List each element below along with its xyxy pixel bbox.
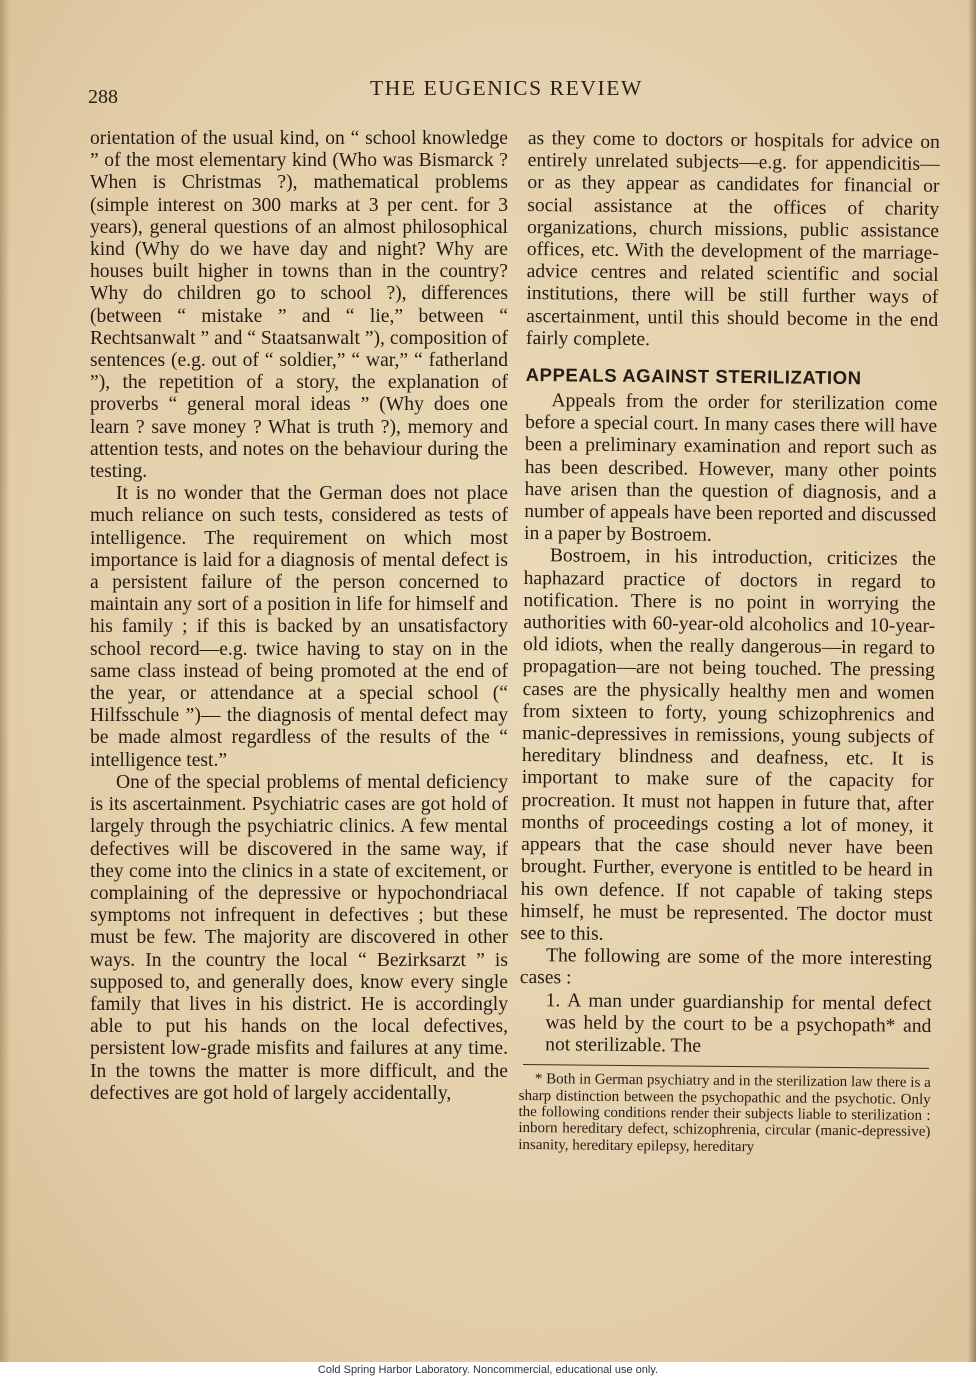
- left-column: [90, 128, 508, 1105]
- footnote-rule: [523, 1064, 929, 1069]
- credit-line: Cold Spring Harbor Laboratory. Noncommercial, educational use only.: [317, 1364, 659, 1376]
- case-item: [519, 989, 932, 1060]
- section-heading: APPEALS AGAINST STERILIZATION: [525, 364, 862, 389]
- paragraph: orientation of the usual kind, on “ school knowledge ” of the most elementary kind (Who was Bismarck ? When is Christmas ?), mathematical problems (simple interest on 300 marks at 3 per cent. for 3 years), general questions of an almost philosophical kind (Why do we have day and night? Why are houses built higher in towns than in the country? Why do children go to school ?), differences (between “ mistake ” and “ lie,” between “ Rechtsanwalt ” and “ Staatsanwalt ”), composition of sentences (e.g. out of “ soldier,” “ war,” “ fatherland ”), the repetition of a story, the explanation of proverbs “ general moral ideas ” (Why does one learn ? save money ? What is truth ?), memory and attention tests, and notes on the behaviour during the testing.: [90, 128, 508, 483]
- paragraph: The following are some of the more interesting cases :: [519, 945, 933, 989]
- page-header: [88, 76, 938, 110]
- footnote: * Both in German psychiatry and in the sterilization law there is a sharp distinction between the psychopathic and the psychotic. Only the following conditions render their subjects liable to sterilization : inborn hereditary defect, schizophrenia, circular (manic-depressive) insanity, hereditary epilepsy, hereditary: [518, 1071, 931, 1155]
- case-text: A man under guardianship for mental defect was held by the court to be a psychopath* and not sterilizable. The: [545, 989, 932, 1057]
- paragraph: It is no wonder that the German does not place much reliance on such tests, considered as tests of intelligence. The requirement on which most importance is laid for a diagnosis of mental defect is a persistent failure of the person concerned to maintain any sort of a position in life for himself and his family ; if this is backed by an unsatisfactory school record—e.g. twice having to stay on in the same class instead of being promoted at the end of the year, or attendance at a special school (“ Hilfsschule ”)— the diagnosis of mental defect may be made almost regardless of the results of the “ intelligence test.”: [90, 483, 508, 771]
- page-number: 288: [88, 86, 118, 108]
- case-number: 1.: [545, 989, 561, 1011]
- paragraph: Appeals from the order for sterilization come before a special court. In many cases there will have been a preliminary examination and report such as has been described. However, many other points have arisen than the question of diagnosis, and a number of appeals have been reported and discussed in a paper by Bostroem.: [524, 390, 938, 547]
- paragraph: as they come to doctors or hospitals for advice on entirely unrelated subjects—e.g. for appendicitis—or as they appear as candidates for financial or social assistance at the offices of charity organizations, church missions, public assistance offices, etc. With the development of the marriage-advice centres and related scientific and social institutions, there will be still further ways of ascertainment, until this should become in the end fairly complete.: [525, 128, 940, 351]
- paragraph: One of the special problems of mental deficiency is its ascertainment. Psychiatric cases are got hold of largely through the psychiatric clinics. A few mental defectives will be discovered in the same way, if they come into the clinics in a state of excitement, or complaining of the depressive or hypochondriacal symptoms not infrequent in defectives ; but these must be few. The majority are discovered in other ways. In the country the local “ Bezirksarzt ” is supposed to, and generally does, know every single family that lives in his district. He is accordingly able to put his hands on the local defectives, persistent low-grade misfits and failures at any time. In the towns the matter is more difficult, and the defectives are got hold of largely accidentally,: [90, 771, 508, 1104]
- running-head: THE EUGENICS REVIEW: [370, 76, 643, 100]
- right-column: [518, 128, 940, 1157]
- paragraph: Bostroem, in his introduction, criticizes the haphazard practice of doctors in regard to notification. There is no point in worrying the authorities with 60-year-old alcoholics and 10-year-old idiots, when the really dangerous—in regard to propagation—are not being touched. The pressing cases are the physically healthy men and women from sixteen to forty, young schizophrenics and manic-depressives in remissions, young subjects of hereditary blindness and deafness, etc. It is important to make sure of the capacity for procreation. It must not happen in future that, after months of proceedings costing a lot of money, it appears that the case should never have been brought. Further, everyone is entitled to be heard in his own defence. If not capable of taking steps himself, he must be represented. The doctor must see to this.: [520, 545, 936, 945]
